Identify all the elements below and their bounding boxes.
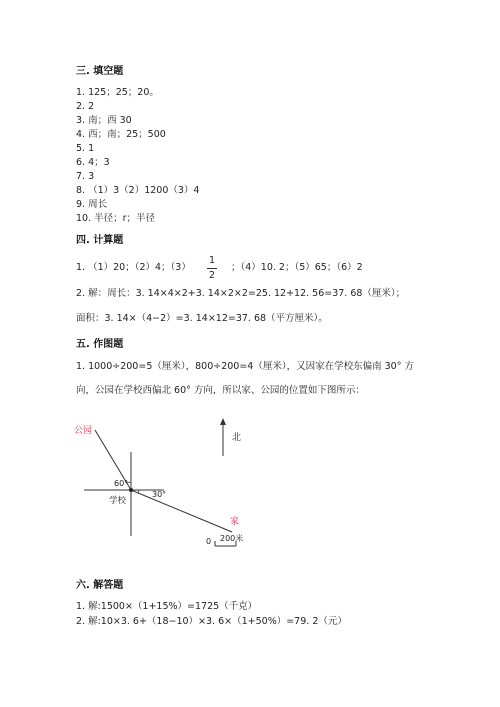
school-point <box>129 488 133 492</box>
direction-diagram <box>60 412 280 552</box>
fill-answer-4: 4. 西；南；25；500 <box>76 129 166 140</box>
north-label: 北 <box>232 433 242 443</box>
fill-answer-6: 6. 4；3 <box>76 157 110 168</box>
fill-answer-2: 2. 2 <box>76 101 95 112</box>
home-direction-line <box>131 490 232 532</box>
park-label: 公园 <box>74 426 93 436</box>
calc-answer-2: 2. 解：周长：3. 14×4×2+3. 14×2×2=25. 12+12. 56=37. 68（厘米）； <box>76 288 406 299</box>
section-3-heading: 三. 填空题 <box>76 66 124 77</box>
calc-answer-2-area: 面积：3. 14×（4−2）=3. 14×12=37. 68（平方厘米）。 <box>76 313 328 324</box>
school-label: 学校 <box>109 496 127 506</box>
section-5-heading: 五. 作图题 <box>76 339 124 350</box>
fill-answer-7: 7. 3 <box>76 171 95 182</box>
fraction-bar <box>207 268 217 269</box>
section-6-heading: 六. 解答题 <box>76 580 124 591</box>
calc-answer-1-part2: ；（4）10. 2；（5）65；（6）2 <box>231 262 363 273</box>
angle-30-label: 30° <box>152 490 167 499</box>
fill-answer-8: 8. （1）3（2）1200（3）4 <box>76 185 200 196</box>
solve-answer-2: 2. 解:10×3. 6+（18−10）×3. 6×（1+50%）=79. 2（元） <box>76 616 347 627</box>
calc-answer-1-part1: 1. （1）20；（2）4；（3） <box>76 262 191 273</box>
drawing-answer-line-2: 向，公园在学校西偏北 60° 方向，所以家、公园的位置如下图所示： <box>76 385 365 396</box>
angle-60-label: 60° <box>114 479 129 488</box>
drawing-answer-line-1: 1. 1000÷200=5（厘米），800÷200=4（厘米），又因家在学校东偏南 30° 方 <box>76 361 414 372</box>
scale-zero-label: 0 <box>206 537 212 546</box>
solve-answer-1: 1. 解:1500×（1+15%）=1725（千克） <box>76 601 258 612</box>
fraction-denominator: 2 <box>208 270 216 281</box>
fill-answer-9: 9. 周长 <box>76 199 108 210</box>
section-4-heading: 四. 计算题 <box>76 235 124 246</box>
fraction-numerator: 1 <box>208 255 216 266</box>
fill-answer-3: 3. 南；西 30 <box>76 115 132 126</box>
home-label: 家 <box>230 517 240 527</box>
fill-answer-10: 10. 半径；r；半径 <box>76 213 156 224</box>
fill-answer-5: 5. 1 <box>76 143 95 154</box>
north-arrow-icon <box>220 418 226 425</box>
scale-distance-label: 200米 <box>220 534 244 543</box>
fill-answer-1: 1. 125；25；20。 <box>76 87 159 98</box>
